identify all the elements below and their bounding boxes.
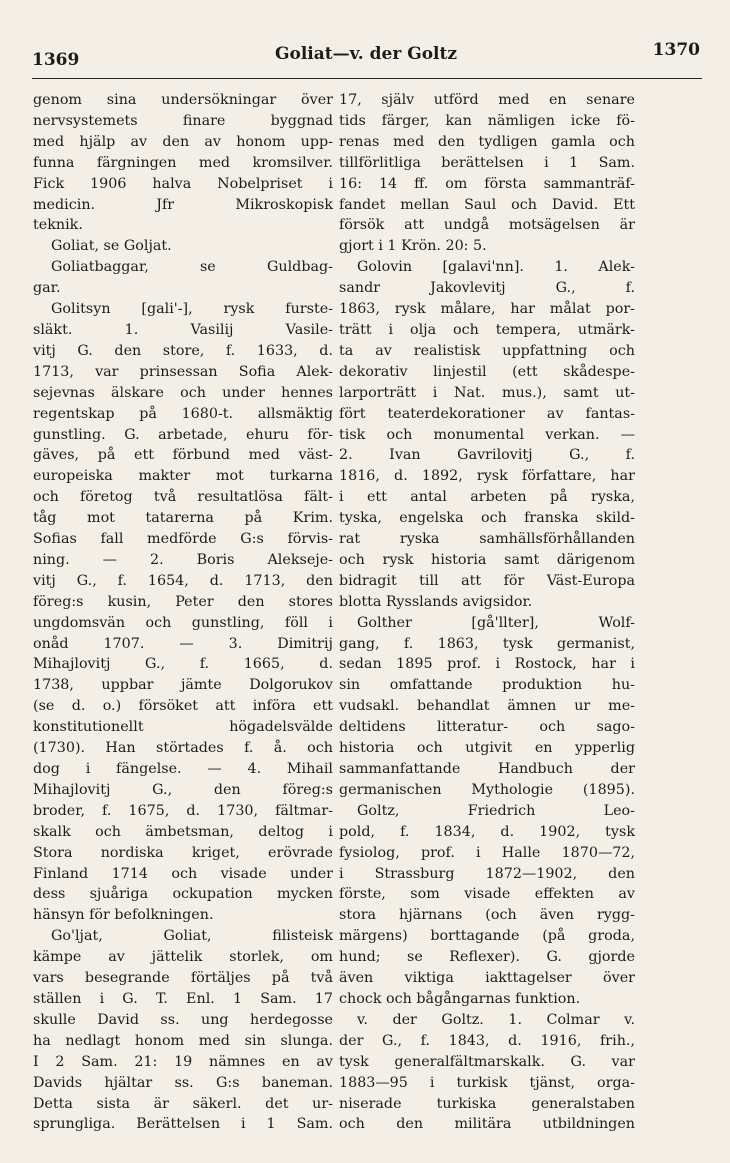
text-line: sejevnas älskare och under hennes	[33, 384, 333, 401]
text-line: teknik.	[33, 217, 83, 234]
text-line: renas med den tydligen gamla och	[339, 133, 635, 150]
right-column	[339, 90, 635, 1133]
text-line: sprungliga. Berättelsen i 1 Sam.	[33, 1116, 333, 1133]
text-line: fandet mellan Saul och David. Ett	[339, 196, 635, 213]
text-line: funna färgningen med kromsilver.	[33, 154, 333, 171]
text-line: Goliat, se Goljat.	[51, 238, 172, 255]
text-line: vitj G. den store, f. 1633, d.	[33, 342, 333, 359]
text-line: regentskap på 1680-t. allsmäktig	[33, 405, 333, 422]
text-line: 1863, rysk målare, har målat por-	[339, 301, 635, 318]
text-line: fört teaterdekorationer av fantas-	[339, 405, 635, 422]
text-line: skulle David ss. ung herdegosse	[33, 1011, 333, 1028]
text-line: gäves, på ett förbund med väst-	[33, 447, 333, 464]
text-line: hund; se Reflexer). G. gjorde	[339, 949, 635, 966]
text-line: tysk generalfältmarskalk. G. var	[339, 1053, 635, 1070]
text-line: Mihajlovitj G., f. 1665, d.	[33, 656, 333, 673]
text-line: chock och bågångarnas funktion.	[339, 990, 581, 1007]
text-line: (se d. o.) försöket att införa ett	[33, 698, 333, 715]
text-line: 1883—95 i turkisk tjänst, orga-	[339, 1074, 635, 1091]
text-line: Golther [gå'llter], Wolf-	[357, 614, 635, 631]
text-line: Goltz, Friedrich Leo-	[357, 802, 635, 819]
text-line: och den militära utbildningen	[339, 1116, 635, 1133]
text-line: skalk och ämbetsman, deltog i	[33, 823, 333, 840]
text-line: Golovin [galavi'nn]. 1. Alek-	[357, 259, 635, 276]
text-line: rat ryska samhällsförhållanden	[339, 531, 635, 548]
text-line: tisk och monumental verkan. —	[339, 426, 635, 443]
text-line: v. der Goltz. 1. Colmar v.	[357, 1011, 635, 1028]
text-line: tillförlitliga berättelsen i 1 Sam.	[339, 154, 635, 171]
text-line: föreg:s kusin, Peter den stores	[33, 593, 333, 610]
text-line: deltidens litteratur- och sago-	[339, 719, 635, 736]
page-number-right: 1370	[652, 40, 700, 60]
text-line: Davids hjältar ss. G:s baneman.	[33, 1074, 333, 1091]
text-line: ställen i G. T. Enl. 1 Sam. 17	[33, 990, 333, 1007]
text-line: tåg mot tatarerna på Krim.	[33, 510, 333, 527]
text-line: 1738, uppbar jämte Dolgorukov	[33, 677, 333, 694]
text-line: sandr Jakovlevitj G., f.	[339, 280, 635, 297]
text-line: Sofias fall medförde G:s förvis-	[33, 531, 333, 548]
text-line: larporträtt i Nat. mus.), samt ut-	[339, 384, 635, 401]
text-line: Finland 1714 och visade under	[33, 865, 333, 882]
text-line: gang, f. 1863, tysk germanist,	[339, 635, 635, 652]
text-line: kämpe av jättelik storlek, om	[33, 949, 333, 966]
text-line: ta av realistisk uppfattning och	[339, 342, 635, 359]
text-line: medicin. Jfr Mikroskopisk	[33, 196, 333, 213]
text-line: Goliatbaggar, se Guldbag-	[51, 259, 333, 276]
text-line: Stora nordiska kriget, erövrade	[33, 844, 333, 861]
text-line: der G., f. 1843, d. 1916, frih.,	[339, 1032, 635, 1049]
text-line: Mihajlovitj G., den föreg:s	[33, 781, 333, 798]
text-line: dekorativ linjestil (ett skådespe-	[339, 363, 635, 380]
text-line: försök att undgå motsägelsen är	[339, 217, 635, 234]
text-line: bidragit till att för Väst-Europa	[339, 572, 635, 589]
header-rule	[32, 78, 702, 79]
text-line: nervsystemets finare byggnad	[33, 112, 333, 129]
text-line: historia och utgivit en ypperlig	[339, 740, 635, 757]
text-line: Go'ljat, Goliat, filisteisk	[51, 928, 333, 945]
text-line: släkt. 1. Vasilij Vasile-	[33, 321, 333, 338]
text-line: gunstling. G. arbetade, ehuru för-	[33, 426, 333, 443]
text-line: pold, f. 1834, d. 1902, tysk	[339, 823, 635, 840]
text-line: genom sina undersökningar över	[33, 92, 333, 108]
text-line: 1816, d. 1892, rysk författare, har	[339, 468, 635, 485]
text-line: konstitutionellt högadelsvälde	[33, 719, 333, 736]
text-line: även viktiga iakttagelser över	[339, 970, 635, 987]
text-line: (1730). Han störtades f. å. och	[33, 740, 333, 757]
text-line: broder, f. 1675, d. 1730, fältmar-	[33, 802, 333, 819]
text-line: med hjälp av den av honom upp-	[33, 133, 333, 150]
text-line: ungdomsvän och gunstling, föll i	[33, 614, 333, 631]
text-line: trätt i olja och tempera, utmärk-	[339, 321, 635, 338]
text-line: stora hjärnans (och även rygg-	[339, 907, 635, 924]
text-line: ha nedlagt honom med sin slunga.	[33, 1032, 333, 1049]
text-line: blotta Rysslands avigsidor.	[339, 593, 533, 610]
left-column	[33, 90, 333, 1133]
text-line: sedan 1895 prof. i Rostock, har i	[339, 656, 635, 673]
text-line: 1713, var prinsessan Sofia Alek-	[33, 363, 333, 380]
text-line: vudsakl. behandlat ämnen ur me-	[339, 698, 635, 715]
text-line: tids färger, kan nämligen icke fö-	[339, 112, 635, 129]
text-line: dog i fängelse. — 4. Mihail	[33, 761, 333, 777]
text-line: ning. — 2. Boris Alekseje-	[33, 551, 333, 568]
text-line: sin omfattande produktion hu-	[339, 677, 635, 694]
text-line: 2. Ivan Gavrilovitj G., f.	[339, 447, 635, 464]
text-line: gar.	[33, 280, 61, 297]
text-line: Detta sista är säkerl. det ur-	[33, 1095, 333, 1112]
running-header	[32, 40, 700, 70]
text-line: europeiska makter mot turkarna	[33, 468, 333, 485]
text-line: förste, som visade effekten av	[339, 886, 635, 903]
text-line: dess sjuåriga ockupation mycken	[33, 886, 333, 903]
text-line: och rysk historia samt därigenom	[339, 551, 635, 568]
text-line: vitj G., f. 1654, d. 1713, den	[33, 572, 333, 589]
text-line: sammanfattande Handbuch der	[339, 761, 635, 777]
text-line: germanischen Mythologie (1895).	[339, 781, 635, 798]
text-line: niserade turkiska generalstaben	[339, 1095, 635, 1112]
text-line: i Strassburg 1872—1902, den	[339, 865, 635, 882]
text-line: 17, själv utförd med en senare	[339, 92, 635, 108]
text-line: onåd 1707. — 3. Dimitrij	[33, 635, 333, 652]
text-line: 16: 14 ff. om första sammanträf-	[339, 175, 635, 192]
text-line: vars besegrande förtäljes på två	[33, 970, 333, 987]
running-title: Goliat—v. der Goltz	[274, 44, 458, 64]
text-line: märgens) borttagande (på groda,	[339, 928, 635, 945]
text-line: fysiolog, prof. i Halle 1870—72,	[339, 844, 635, 861]
text-line: hänsyn för befolkningen.	[33, 907, 214, 924]
text-line: i ett antal arbeten på ryska,	[339, 489, 635, 506]
text-line: gjort i 1 Krön. 20: 5.	[339, 238, 487, 255]
text-line: Golitsyn [gali'-], rysk furste-	[51, 301, 333, 318]
text-line: tyska, engelska och franska skild-	[339, 510, 635, 527]
text-line: och företog två resultatlösa fält-	[33, 489, 333, 506]
text-line: I 2 Sam. 21: 19 nämnes en av	[33, 1053, 333, 1070]
text-line: Fick 1906 halva Nobelpriset i	[33, 175, 333, 192]
page-number-left: 1369	[32, 50, 80, 70]
